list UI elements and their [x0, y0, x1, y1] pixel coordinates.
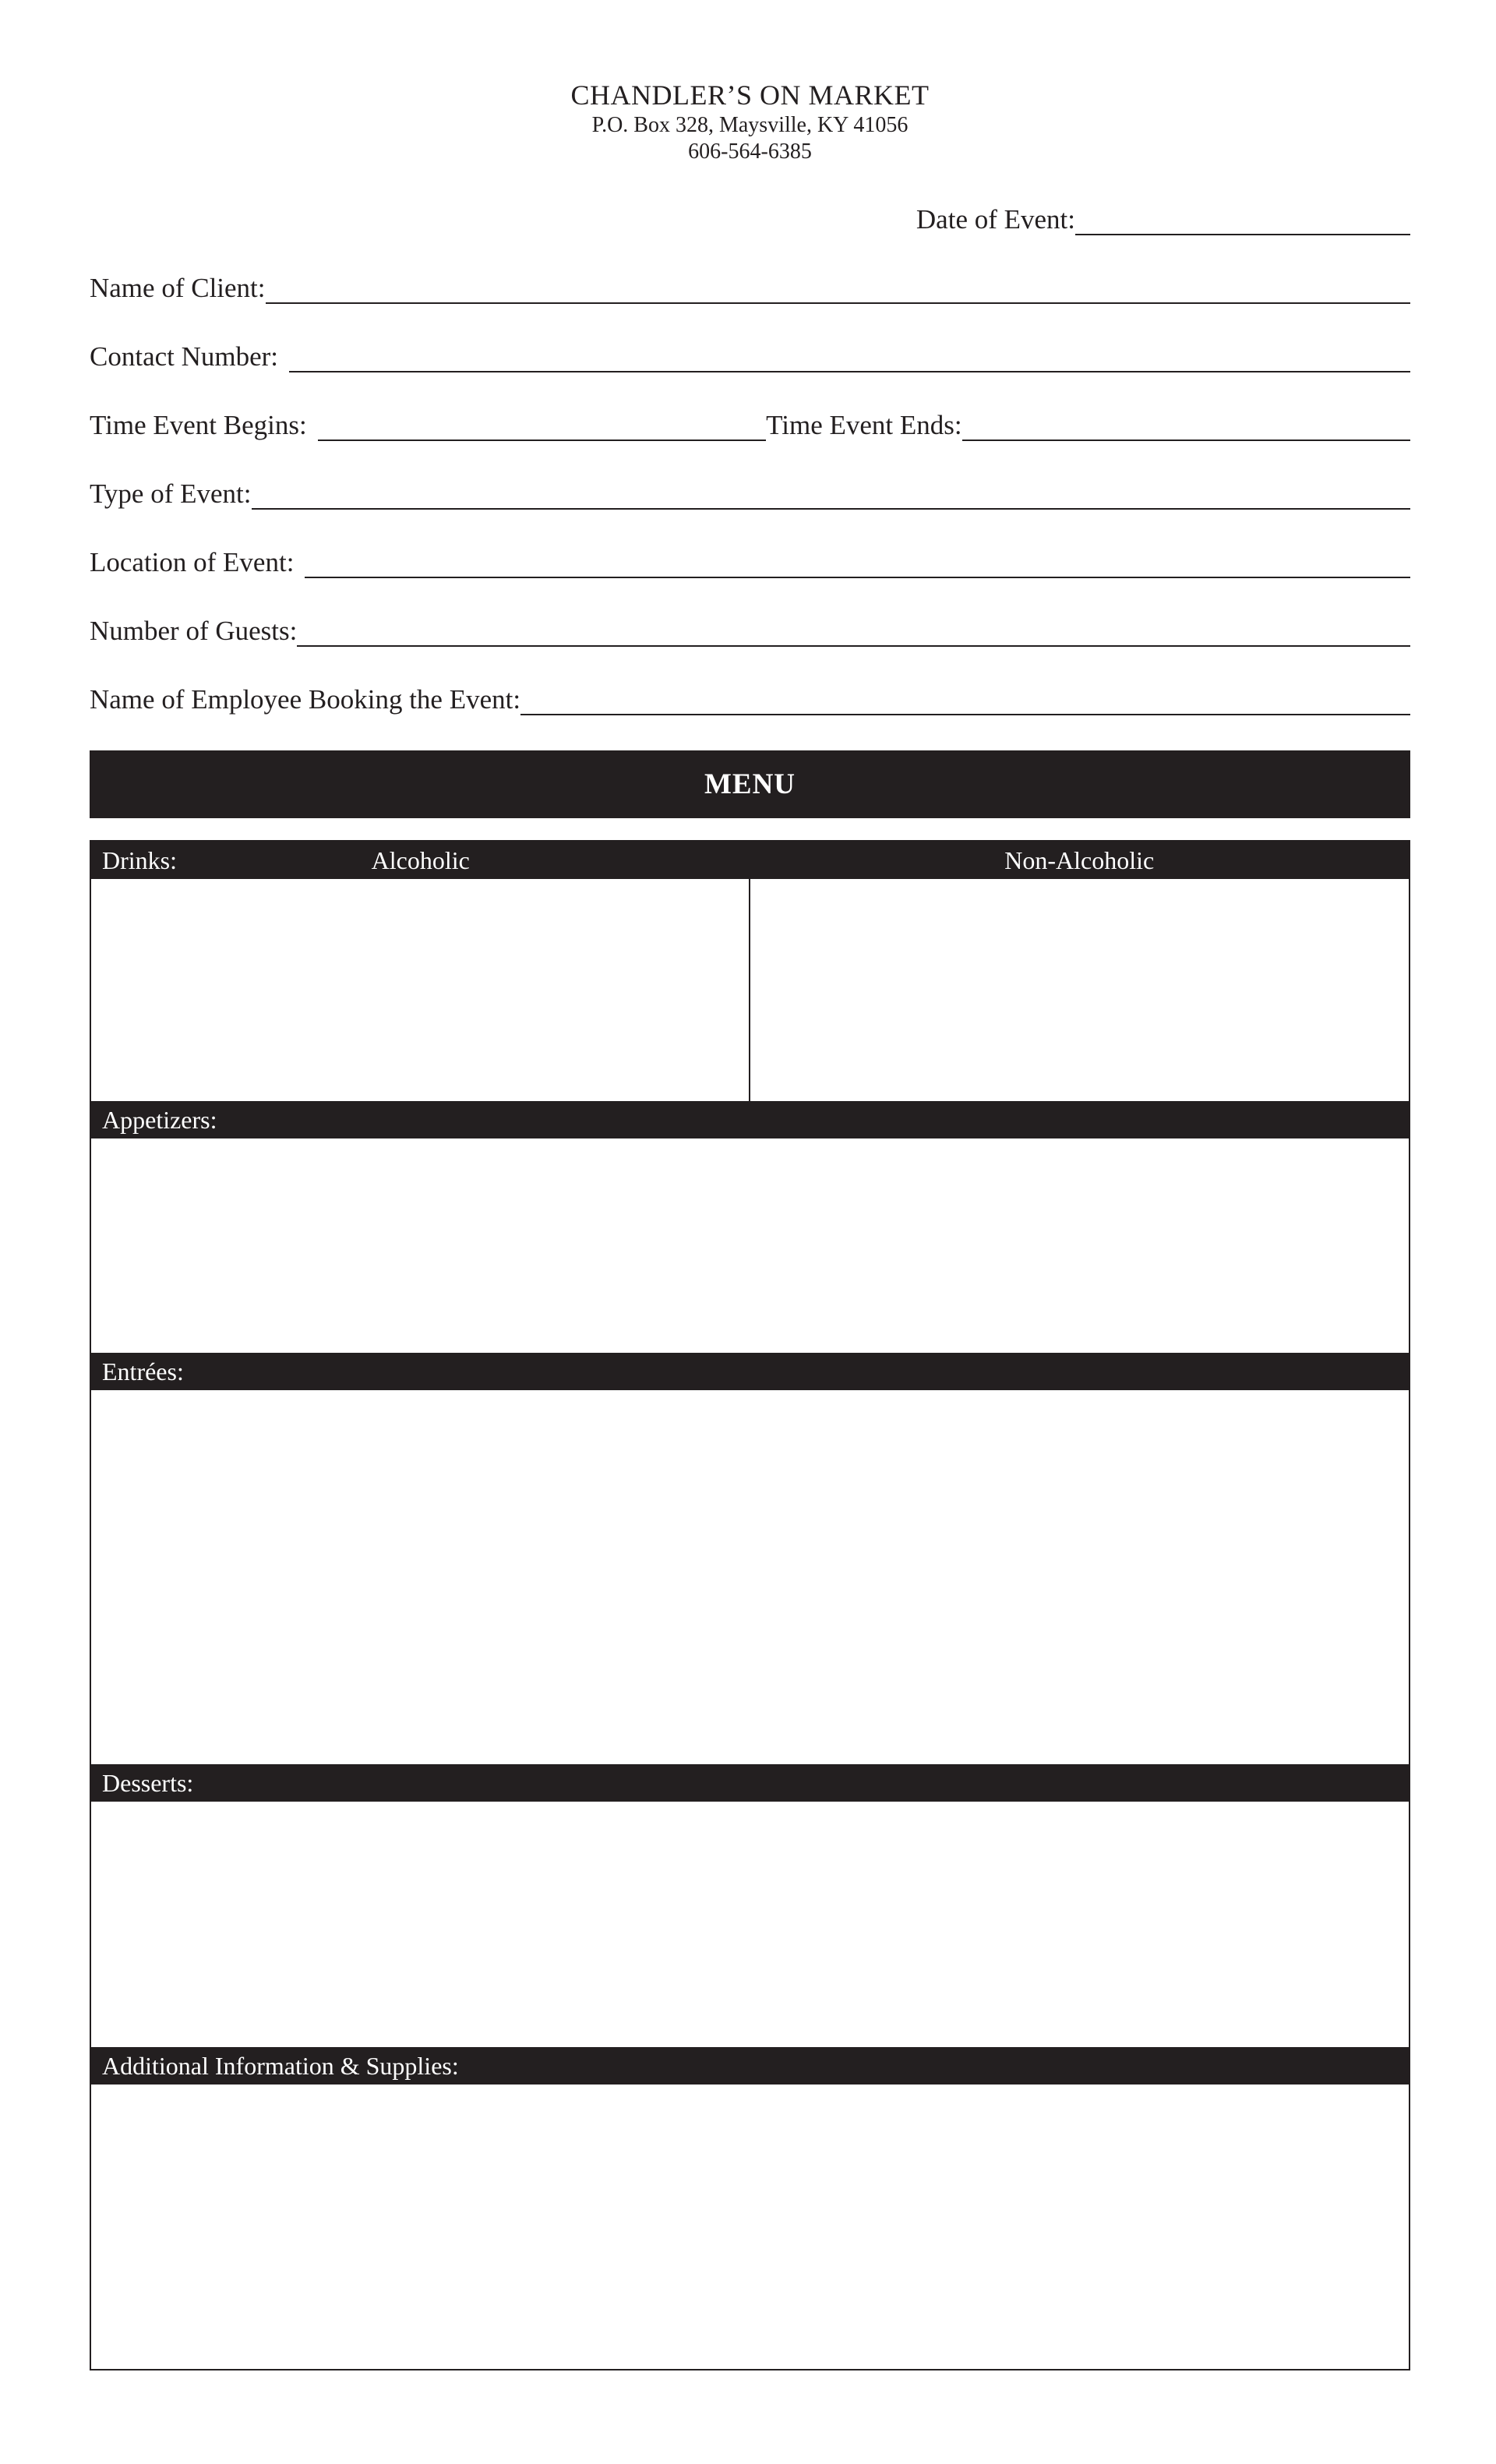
alcoholic-drinks-box[interactable]	[91, 879, 750, 1101]
appetizers-header-bar	[91, 1101, 1409, 1138]
contact-number-label: Contact Number:	[90, 341, 279, 372]
non-alcoholic-drinks-box[interactable]	[750, 879, 1410, 1101]
letterhead	[90, 78, 1410, 165]
contact-number-row	[90, 304, 1410, 372]
desserts-box[interactable]	[91, 1802, 1409, 2047]
number-of-guests-field[interactable]	[297, 578, 1410, 647]
name-of-client-label: Name of Client:	[90, 273, 266, 303]
additional-info-label: Additional Information & Supplies:	[102, 2051, 459, 2080]
date-of-event-row	[90, 189, 1410, 235]
non-alcoholic-header-cell	[750, 842, 1410, 879]
date-of-event-field[interactable]	[1075, 189, 1410, 235]
employee-booking-row	[90, 647, 1410, 715]
additional-info-box[interactable]	[91, 2085, 1409, 2369]
number-of-guests-label: Number of Guests:	[90, 616, 298, 646]
time-event-begins-field[interactable]	[318, 372, 766, 441]
location-of-event-row	[90, 510, 1410, 578]
appetizers-label: Appetizers:	[102, 1105, 217, 1134]
desserts-label: Desserts:	[102, 1768, 194, 1797]
business-address: P.O. Box 328, Maysville, KY 41056	[591, 113, 909, 137]
alcoholic-label: Alcoholic	[371, 845, 470, 874]
employee-booking-field[interactable]	[520, 647, 1410, 715]
drinks-label: Drinks:	[102, 845, 177, 874]
time-event-ends-label: Time Event Ends:	[766, 410, 962, 440]
event-times-row	[90, 372, 1410, 441]
type-of-event-label: Type of Event:	[90, 478, 252, 509]
entrees-header-bar	[91, 1353, 1409, 1390]
appetizers-box[interactable]	[91, 1138, 1409, 1353]
type-of-event-field[interactable]	[252, 441, 1411, 510]
name-of-client-field[interactable]	[266, 235, 1410, 304]
time-event-begins-label: Time Event Begins:	[90, 410, 307, 440]
business-name: CHANDLER’S ON MARKET	[570, 79, 930, 111]
name-of-client-row	[90, 235, 1410, 304]
location-of-event-label: Location of Event:	[90, 547, 295, 577]
menu-title: MENU	[704, 768, 796, 800]
entrees-label: Entrées:	[102, 1357, 184, 1386]
number-of-guests-row	[90, 578, 1410, 647]
desserts-header-bar	[91, 1764, 1409, 1802]
time-event-ends-field[interactable]	[962, 372, 1410, 441]
location-of-event-field[interactable]	[305, 510, 1410, 578]
business-phone: 606-564-6385	[688, 139, 812, 164]
type-of-event-row	[90, 441, 1410, 510]
contact-number-field[interactable]	[289, 304, 1410, 372]
date-of-event-label: Date of Event:	[916, 204, 1075, 235]
employee-booking-label: Name of Employee Booking the Event:	[90, 684, 521, 715]
drinks-header-bar	[91, 842, 1409, 879]
entrees-box[interactable]	[91, 1390, 1409, 1764]
non-alcoholic-label: Non-Alcoholic	[1004, 845, 1155, 874]
menu-banner	[90, 750, 1410, 818]
menu-table	[90, 840, 1410, 2370]
additional-info-header-bar	[91, 2047, 1409, 2085]
drinks-body	[91, 879, 1409, 1101]
alcoholic-header-cell	[91, 842, 750, 879]
